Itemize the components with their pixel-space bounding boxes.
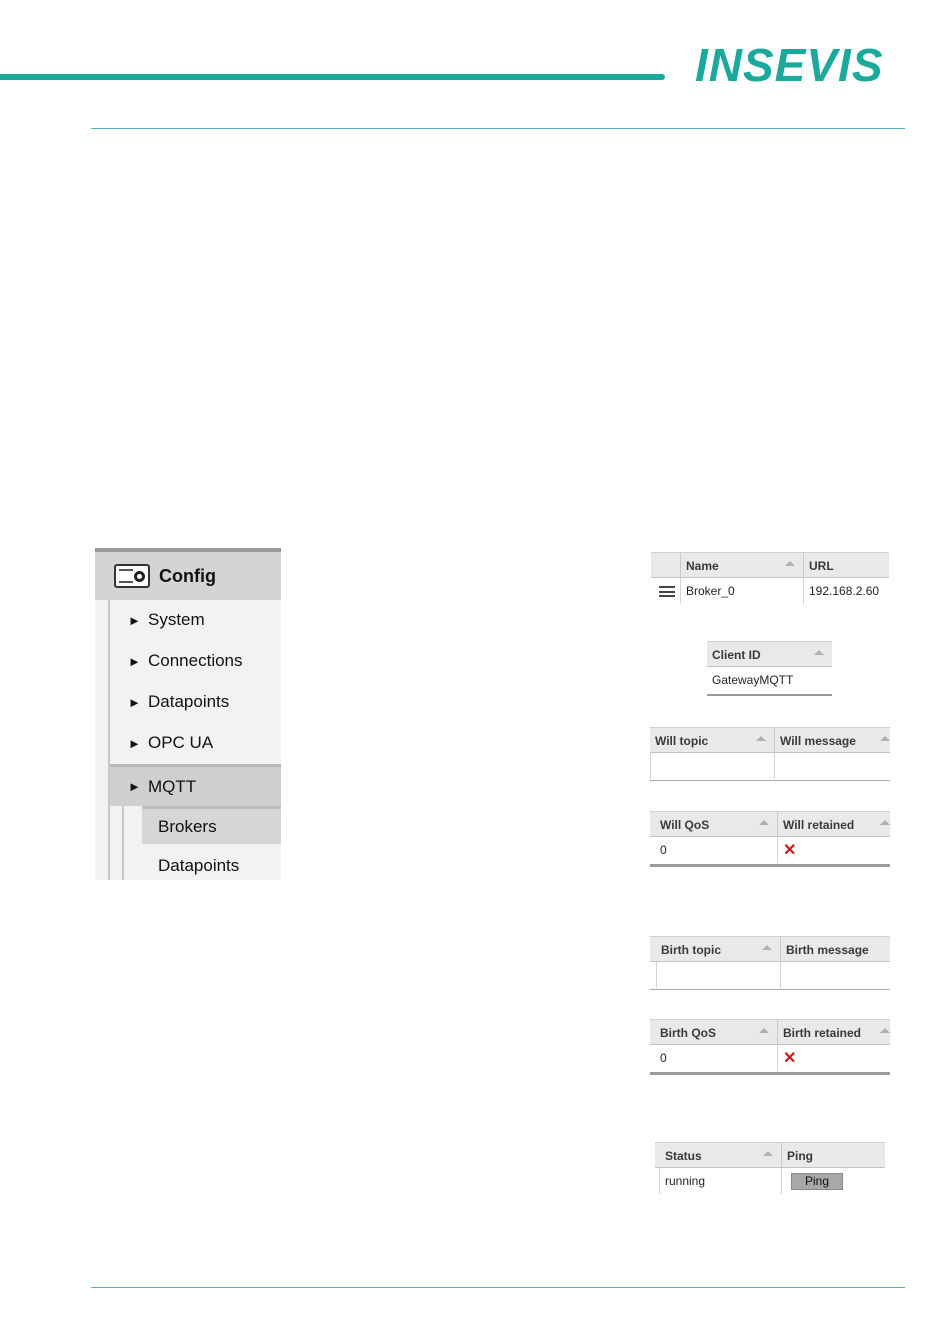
column-header-birth-message[interactable]: Birth message xyxy=(786,943,869,957)
birth-qos-grid-header xyxy=(650,1019,890,1045)
false-x-icon: ✕ xyxy=(783,1050,797,1067)
tree-root-label: Config xyxy=(159,565,216,586)
tree-subitem-label: Datapoints xyxy=(158,856,240,875)
ping-cell xyxy=(782,1168,885,1194)
sort-icon xyxy=(759,1028,769,1033)
birth-grid xyxy=(650,936,890,991)
tree-guide-line-sub xyxy=(122,806,124,880)
grid-bottom-border xyxy=(650,1072,890,1075)
birth-qos-grid xyxy=(650,1019,890,1076)
will-qos-grid xyxy=(650,811,890,868)
client-id-cell[interactable]: GatewayMQTT xyxy=(712,673,794,687)
table-row[interactable] xyxy=(650,962,890,988)
expand-arrow-icon: ► xyxy=(128,779,141,794)
table-row[interactable] xyxy=(707,667,832,693)
grid-bottom-border xyxy=(707,694,832,696)
table-row[interactable] xyxy=(650,1045,890,1071)
status-grid-header xyxy=(655,1142,885,1168)
insevis-logo: INSEVIS xyxy=(695,39,884,91)
birth-grid-header xyxy=(650,936,890,962)
broker-name-cell[interactable]: Broker_0 xyxy=(681,578,804,604)
will-qos-cell[interactable]: 0 xyxy=(650,837,778,863)
table-row[interactable] xyxy=(655,1168,885,1194)
broker-grid-header xyxy=(651,552,889,578)
tree-subitem-brokers[interactable] xyxy=(142,806,281,844)
sort-icon xyxy=(880,1028,890,1033)
column-header-birth-qos[interactable]: Birth QoS xyxy=(650,1020,778,1046)
footer-divider xyxy=(91,1287,905,1288)
broker-grid xyxy=(651,552,889,606)
status-grid xyxy=(655,1142,885,1196)
grid-bottom-border xyxy=(650,780,890,781)
column-header-will-message[interactable]: Will message xyxy=(775,728,890,754)
header-accent-bar xyxy=(0,74,665,80)
sort-icon xyxy=(756,736,766,741)
column-header-url[interactable]: URL xyxy=(809,559,834,573)
birth-qos-cell[interactable]: 0 xyxy=(650,1045,778,1071)
column-header-client-id[interactable]: Client ID xyxy=(707,642,832,668)
birth-message-cell[interactable] xyxy=(781,962,890,988)
header-divider xyxy=(91,128,905,129)
sort-icon xyxy=(814,650,824,655)
menu-icon[interactable] xyxy=(659,586,675,597)
will-retained-cell[interactable] xyxy=(778,837,890,863)
config-tree-panel xyxy=(95,548,281,880)
column-header-ping[interactable]: Ping xyxy=(787,1149,813,1163)
tree-item-system[interactable] xyxy=(110,600,281,640)
column-header-name[interactable]: Name xyxy=(681,553,804,579)
sort-icon xyxy=(763,1151,773,1156)
grid-bottom-border xyxy=(650,864,890,867)
tree-item-label: Connections xyxy=(148,651,243,670)
row-menu-cell[interactable] xyxy=(651,578,681,604)
tree-subitem-label: Brokers xyxy=(158,816,217,836)
column-header-will-retained[interactable]: Will retained xyxy=(778,812,890,838)
will-grid xyxy=(650,727,890,782)
table-row[interactable] xyxy=(651,578,889,604)
expand-arrow-icon: ► xyxy=(128,612,141,628)
table-row[interactable] xyxy=(650,753,890,779)
sort-icon xyxy=(880,736,890,741)
birth-topic-cell[interactable] xyxy=(656,962,781,988)
sort-icon xyxy=(759,820,769,825)
tree-item-mqtt[interactable] xyxy=(110,764,281,806)
tree-item-opc-ua[interactable] xyxy=(110,723,281,763)
column-header-will-qos[interactable]: Will QoS xyxy=(650,812,778,838)
tree-item-label: System xyxy=(148,610,205,629)
birth-retained-cell[interactable] xyxy=(778,1045,890,1071)
tree-item-config[interactable] xyxy=(95,552,281,600)
column-header-status[interactable]: Status xyxy=(655,1143,782,1169)
will-grid-header xyxy=(650,727,890,753)
status-cell: running xyxy=(659,1168,782,1194)
broker-url-cell[interactable]: 192.168.2.60 xyxy=(809,584,880,598)
sort-icon xyxy=(880,820,890,825)
expand-arrow-icon: ► xyxy=(128,653,141,669)
column-header-birth-retained[interactable]: Birth retained xyxy=(778,1020,890,1046)
tree-item-datapoints[interactable] xyxy=(110,682,281,722)
tree-item-label: OPC UA xyxy=(148,733,214,752)
grid-bottom-border xyxy=(650,989,890,990)
expand-arrow-icon: ► xyxy=(128,735,141,751)
config-icon xyxy=(114,564,150,588)
client-grid xyxy=(707,641,832,698)
tree-item-connections[interactable] xyxy=(110,641,281,681)
false-x-icon: ✕ xyxy=(783,842,797,859)
sort-icon xyxy=(762,945,772,950)
will-qos-grid-header xyxy=(650,811,890,837)
ping-button[interactable]: Ping xyxy=(791,1173,843,1190)
tree-subitem-datapoints[interactable] xyxy=(142,847,281,880)
will-topic-cell[interactable] xyxy=(650,753,775,779)
tree-item-label: Datapoints xyxy=(148,692,230,711)
column-header-will-topic[interactable]: Will topic xyxy=(650,728,775,754)
sort-icon xyxy=(785,561,795,566)
expand-arrow-icon: ► xyxy=(128,694,141,710)
will-message-cell[interactable] xyxy=(775,753,890,779)
tree-item-label: MQTT xyxy=(148,776,197,796)
client-grid-header xyxy=(707,641,832,667)
row-menu-header xyxy=(651,553,681,579)
table-row[interactable] xyxy=(650,837,890,863)
column-header-birth-topic[interactable]: Birth topic xyxy=(650,937,781,963)
